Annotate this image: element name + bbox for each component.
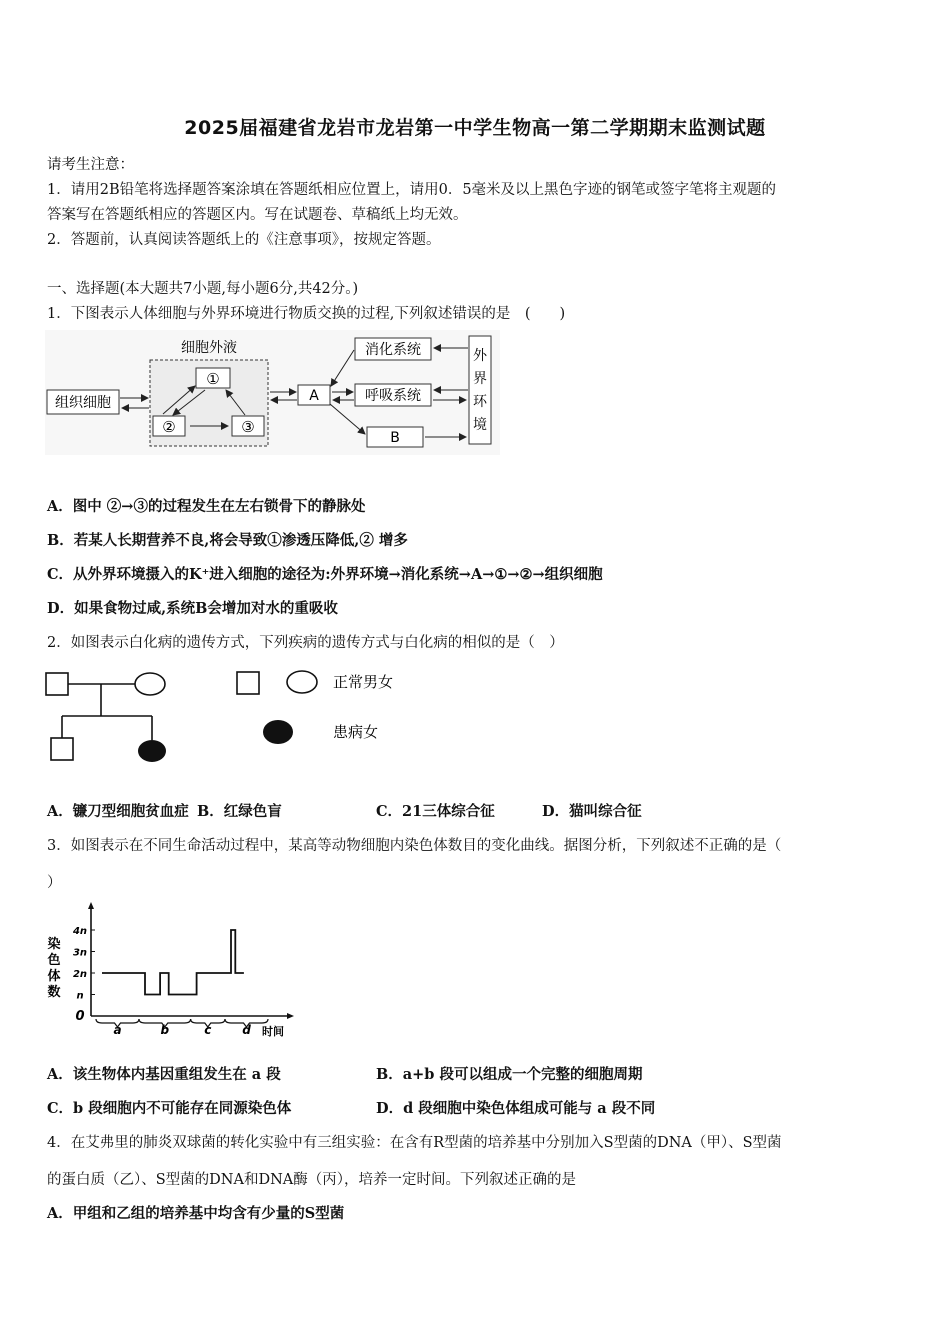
q2-option-d: D．猫叫综合征 xyxy=(542,803,642,820)
q3-option-b: B．a+b 段可以组成一个完整的细胞周期 xyxy=(376,1066,643,1083)
q2-pedigree xyxy=(40,665,420,770)
father-square xyxy=(46,673,68,695)
section-heading: 一、选择题(本大题共7小题,每小题6分,共42分。) xyxy=(47,281,359,297)
notice-item-2: 答案写在答题纸相应的答题区内。写在试题卷、草稿纸上均无效。 xyxy=(47,207,468,223)
q3-option-c: C．b 段细胞内不可能存在同源染色体 xyxy=(47,1100,292,1117)
node-b-label: B xyxy=(390,430,400,446)
y-label-char-2: 色 xyxy=(47,953,61,968)
env-char-2: 界 xyxy=(473,371,487,387)
x-tick-label: c xyxy=(204,1023,212,1037)
env-char-1: 外 xyxy=(473,348,487,364)
q1-diagram xyxy=(45,330,500,455)
q2-option-a: A．镰刀型细胞贫血症 xyxy=(47,803,189,820)
notice-item-1: 1．请用2B铅笔将选择题答案涂填在答题纸相应位置上，请用0．5毫米及以上黑色字迹的钢笔或签字笔将主观题的 xyxy=(47,182,777,198)
q2-option-c: C．21三体综合征 xyxy=(376,803,495,820)
q1-option-b: B．若某人长期营养不良,将会导致①渗透压降低,② 增多 xyxy=(47,532,408,549)
q1-option-a: A．图中 ②→③的过程发生在左右锁骨下的静脉处 xyxy=(47,498,366,515)
y-tick-label: 3n xyxy=(72,947,88,959)
q3-stem-line2: ） xyxy=(47,875,62,891)
legend-male-square xyxy=(237,672,259,694)
node-2-label: ② xyxy=(162,418,176,436)
y-label-char-1: 染 xyxy=(47,937,61,952)
q2-option-b: B．红绿色盲 xyxy=(197,803,282,820)
y-label-char-4: 数 xyxy=(47,985,61,1000)
chromosome-count-line xyxy=(102,930,244,995)
extracellular-fluid-label: 细胞外液 xyxy=(181,340,237,356)
q3-stem-line1: 3．如图表示在不同生命活动过程中，某高等动物细胞内染色体数目的变化曲线。据图分析，下列叙述不正确的是（ xyxy=(47,838,782,854)
respiratory-system-label: 呼吸系统 xyxy=(365,388,421,404)
mother-circle xyxy=(135,673,165,695)
notice-item-3: 2．答题前，认真阅读答题纸上的《注意事项》，按规定答题。 xyxy=(47,232,441,248)
q3-option-d: D．d 段细胞中染色体组成可能与 a 段不同 xyxy=(376,1100,656,1117)
q4-stem-line2: 的蛋白质（乙）、S型菌的DNA和DNA酶（丙），培养一定时间。下列叙述正确的是 xyxy=(47,1172,576,1188)
affected-daughter-circle xyxy=(138,740,166,762)
y-tick-label: n xyxy=(76,990,84,1002)
tissue-cell-label: 组织细胞 xyxy=(55,395,111,411)
q4-option-a: A．甲组和乙组的培养基中均含有少量的S型菌 xyxy=(47,1205,345,1222)
legend-normal-label: 正常男女 xyxy=(333,673,394,691)
q4-stem-line1: 4．在艾弗里的肺炎双球菌的转化实验中有三组实验：在含有R型菌的培养基中分别加入S型菌的DNA（甲）、S型菌 xyxy=(47,1135,782,1151)
x-tick-label: b xyxy=(160,1023,170,1037)
x-tick-label: d xyxy=(242,1023,251,1037)
env-char-4: 境 xyxy=(473,417,487,433)
son-square xyxy=(51,738,73,760)
x-axis-label: 时间 xyxy=(262,1025,284,1038)
y-tick-label: 0 xyxy=(75,1009,85,1024)
y-tick-label: 2n xyxy=(72,969,88,980)
legend-affected-label: 患病女 xyxy=(333,723,379,741)
node-3-label: ③ xyxy=(241,418,255,436)
q3-option-a: A．该生物体内基因重组发生在 a 段 xyxy=(47,1066,281,1083)
x-tick-label: a xyxy=(113,1023,122,1037)
notice-heading: 请考生注意： xyxy=(47,157,134,173)
page-title: 2025届福建省龙岩市龙岩第一中学生物高一第二学期期末监测试题 xyxy=(184,117,766,139)
y-label-char-3: 体 xyxy=(47,969,61,984)
legend-female-circle xyxy=(287,671,317,693)
env-char-3: 环 xyxy=(473,394,487,410)
node-a-label: A xyxy=(309,388,319,404)
node-1-label: ① xyxy=(206,370,220,388)
digestive-system-label: 消化系统 xyxy=(365,342,421,358)
q1-option-c: C．从外界环境摄入的K⁺进入细胞的途径为:外界环境→消化系统→A→①→②→组织细胞 xyxy=(47,566,603,583)
legend-affected-circle xyxy=(263,720,293,744)
q1-option-d: D．如果食物过咸,系统B会增加对水的重吸收 xyxy=(47,600,338,617)
q1-stem: 1．下图表示人体细胞与外界环境进行物质交换的过程,下列叙述错误的是 ( ) xyxy=(47,306,566,322)
q2-stem: 2．如图表示白化病的遗传方式，下列疾病的遗传方式与白化病的相似的是（ ） xyxy=(47,635,564,651)
q3-chromosome-chart xyxy=(40,900,300,1040)
y-tick-label: 4n xyxy=(72,926,88,937)
